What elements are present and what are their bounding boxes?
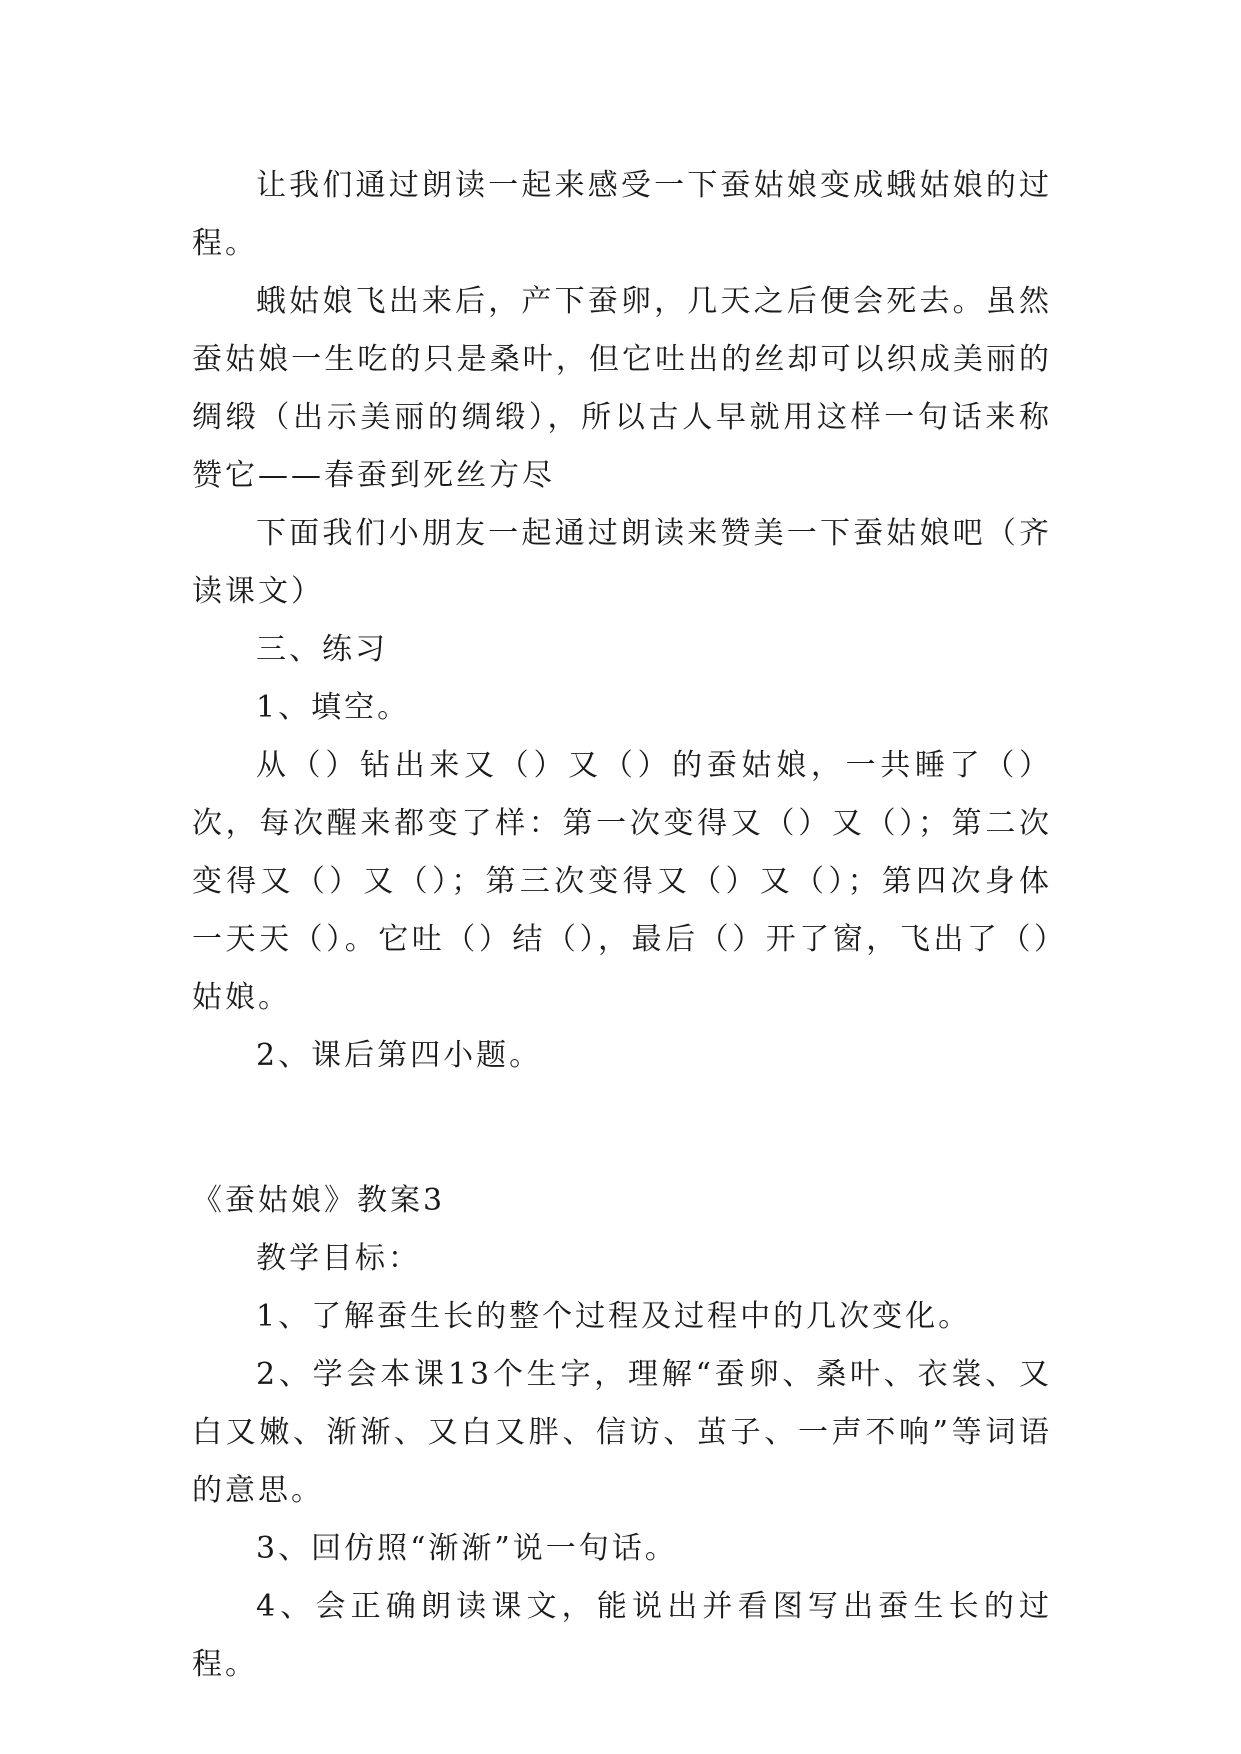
- paragraph-reading-intro: 让我们通过朗读一起来感受一下蚕姑娘变成蛾姑娘的过程。: [192, 168, 1052, 261]
- goal-item-2: 2、学会本课13个生字，理解“蚕卵、桑叶、衣裳、又白又嫩、渐渐、又白又胖、信访、茧子、一声不响”等词语的意思。: [192, 1357, 1052, 1508]
- document-title: 《蚕姑娘》教案3: [192, 1183, 446, 1218]
- goal-item-1: 1、了解蚕生长的整个过程及过程中的几次变化。: [256, 1299, 972, 1334]
- fill-in-blank-text: 从（）钻出来又（）又（）的蚕姑娘，一共睡了（）次，每次醒来都变了样：第一次变得又（）又（）；第二次变得又（）又（）；第三次变得又（）又（）；第四次身体一天天（）。它吐（）结（），最后（）开了窗，飞出了（）姑娘。: [192, 748, 1052, 1015]
- paragraph-praise: 下面我们小朋友一起通过朗读来赞美一下蚕姑娘吧（齐读课文）: [192, 516, 1052, 609]
- goal-item-3: 3、回仿照“渐渐”说一句话。: [256, 1531, 678, 1566]
- section-heading-exercise: 三、练习: [256, 632, 388, 667]
- exercise-item-2: 2、课后第四小题。: [256, 1038, 543, 1073]
- exercise-item-1: 1、填空。: [256, 690, 411, 725]
- paragraph-moth: 蛾姑娘飞出来后，产下蚕卵，几天之后便会死去。虽然蚕姑娘一生吃的只是桑叶，但它吐出的丝却可以织成美丽的绸缎（出示美丽的绸缎），所以古人早就用这样一句话来称赞它——春蚕到死丝方尽: [192, 284, 1052, 493]
- section-gap: [192, 1085, 1052, 1172]
- goals-label: 教学目标：: [256, 1241, 421, 1276]
- document-page: [192, 157, 1052, 1694]
- goal-item-4: 4、会正确朗读课文，能说出并看图写出蚕生长的过程。: [192, 1589, 1052, 1682]
